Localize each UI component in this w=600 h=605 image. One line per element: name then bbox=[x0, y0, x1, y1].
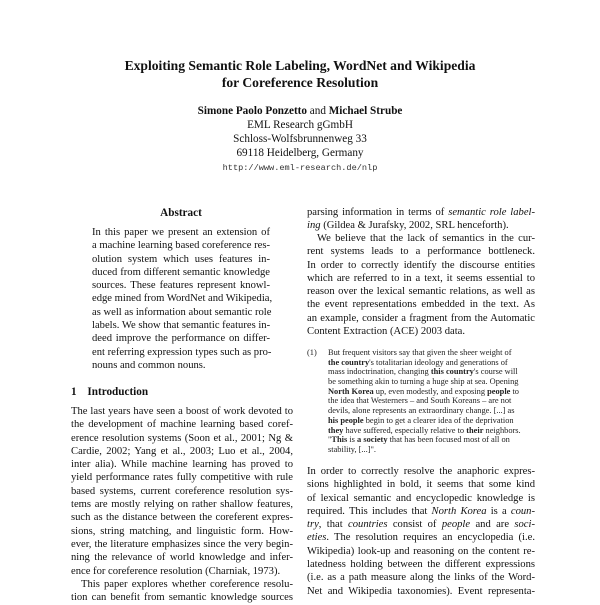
text-line bbox=[328, 426, 538, 436]
bold-text: they bbox=[328, 425, 344, 435]
italic-text: soci- bbox=[514, 519, 535, 531]
text-line bbox=[92, 239, 270, 252]
italic-text: ing bbox=[307, 220, 321, 232]
bold-text: North Korea bbox=[328, 386, 374, 396]
text-segment: The last years have seen a boost of work devoted to bbox=[71, 406, 293, 417]
text-segment: neighbors. bbox=[483, 425, 521, 435]
text-segment: tems are mostly relying on rather shallow features, bbox=[71, 499, 293, 511]
text-line bbox=[71, 511, 293, 524]
text-line bbox=[307, 285, 535, 298]
text-segment: the development of machine learning based coref- bbox=[71, 419, 293, 431]
text-segment: is a bbox=[486, 505, 511, 517]
text-segment: deed improve the performance on differ- bbox=[92, 333, 270, 345]
text-line bbox=[307, 219, 535, 232]
text-line bbox=[307, 492, 535, 505]
text-line bbox=[71, 578, 293, 591]
text-segment: ent referring expression types such as pro- bbox=[92, 346, 272, 358]
text-segment: an example, consider a fragment from the Automatic bbox=[307, 312, 535, 324]
text-segment: mass indoctrination, changing bbox=[328, 367, 431, 377]
bold-text: his people bbox=[328, 415, 364, 425]
bold-text: their bbox=[466, 425, 484, 435]
text-segment: olution system which uses features in- bbox=[92, 253, 270, 265]
text-segment: and are bbox=[470, 519, 515, 531]
text-line bbox=[328, 387, 538, 397]
text-line bbox=[71, 551, 293, 564]
text-line bbox=[92, 253, 270, 266]
text-line bbox=[328, 406, 538, 416]
right-paragraph-continued bbox=[307, 206, 535, 233]
text-line bbox=[71, 471, 293, 484]
section-heading-introduction bbox=[71, 385, 148, 399]
authors bbox=[0, 104, 600, 118]
italic-text: coun- bbox=[510, 505, 536, 517]
text-segment: which are referred to in a text, it seems essential to bbox=[307, 272, 535, 284]
text-segment: labels. We show that semantic features in- bbox=[92, 320, 271, 332]
text-segment: be something akin to turning a huge ship at sea. Opening bbox=[328, 377, 519, 387]
text-line bbox=[328, 358, 538, 368]
text-line bbox=[307, 272, 535, 285]
bold-text: a society bbox=[357, 435, 388, 445]
text-line bbox=[92, 332, 270, 345]
text-segment: . The resolution requires an encyclopedia (i.e. bbox=[326, 532, 535, 544]
text-segment: 's totalitarian ideology and generations of bbox=[369, 357, 508, 367]
author-name: Michael Strube bbox=[328, 105, 403, 117]
text-line bbox=[71, 405, 293, 418]
text-segment: up, even modestly, and exposing bbox=[373, 386, 488, 396]
text-line bbox=[92, 346, 270, 359]
text-segment: the event representations embedded in the text. As bbox=[307, 299, 535, 311]
text-line bbox=[92, 306, 270, 319]
text-segment: have suffered, especially relative to bbox=[343, 425, 467, 435]
italic-text: try bbox=[307, 519, 319, 531]
text-segment: But frequent visitors say that given the sheer weight of bbox=[328, 348, 512, 357]
text-segment: erence resolution systems (Soon et al., 2001; Ng & bbox=[71, 432, 293, 444]
text-segment: nouns and common nouns. bbox=[92, 359, 206, 371]
text-line bbox=[328, 445, 538, 455]
text-line bbox=[307, 259, 535, 272]
affiliation-line: 69118 Heidelberg, Germany bbox=[236, 147, 364, 159]
text-segment: Content Extraction (ACE) 2003 data. bbox=[307, 326, 465, 338]
text-line bbox=[307, 518, 535, 531]
text-segment: duced from different semantic knowledge bbox=[92, 266, 270, 278]
text-segment: (i.e. as a path measure along the links of the Word- bbox=[307, 572, 535, 584]
text-segment: sources. These features represent knowl- bbox=[92, 280, 270, 292]
text-segment: rent systems leads to a performance bottleneck. bbox=[307, 246, 535, 258]
text-segment: ever, the literature emphasizes since the very begin- bbox=[71, 538, 293, 550]
text-segment: of lexical semantic and encyclopedic knowledge is bbox=[307, 492, 535, 504]
text-segment: (Gildea & Jurafsky, 2002, SRL henceforth). bbox=[320, 220, 509, 232]
author-name: Simone Paolo Ponzetto bbox=[197, 105, 307, 117]
italic-text: countries bbox=[348, 519, 388, 531]
bold-text: the country bbox=[328, 357, 370, 367]
text-line bbox=[307, 206, 535, 219]
text-line bbox=[307, 558, 535, 571]
text-line bbox=[328, 416, 538, 426]
text-line bbox=[71, 485, 293, 498]
text-line bbox=[92, 292, 273, 305]
paper-title bbox=[0, 57, 600, 91]
text-line bbox=[92, 266, 270, 279]
text-segment: Wikipedia) look-up and reasoning on the content re- bbox=[307, 545, 535, 557]
text-segment: tion can benefit from semantic knowledge sources bbox=[71, 592, 293, 604]
text-segment: as well as information about semantic role bbox=[92, 306, 272, 318]
abstract-body bbox=[92, 226, 273, 372]
italic-text: people bbox=[441, 519, 471, 531]
text-segment: sions, string matching, and linguistic form. How- bbox=[71, 525, 293, 537]
text-segment: ning the relevance of world knowledge and infer- bbox=[71, 552, 293, 564]
text-segment: consist of bbox=[387, 519, 442, 531]
text-line bbox=[307, 325, 535, 338]
text-line bbox=[71, 418, 293, 431]
text-segment: Cardie, 2002; Yang et al., 2003; Luo et al., 2004, bbox=[71, 445, 293, 457]
text-segment: such as the distance between the coreferent expres- bbox=[71, 512, 293, 524]
italic-text: semantic role label- bbox=[448, 207, 535, 218]
text-line bbox=[328, 377, 538, 387]
text-segment: based systems, current coreference resolution sys- bbox=[71, 485, 293, 497]
text-line bbox=[92, 279, 270, 292]
text-line bbox=[307, 505, 535, 518]
text-line bbox=[92, 319, 270, 332]
text-segment: latedness holding between the different expressions bbox=[307, 559, 535, 571]
text-line bbox=[307, 531, 535, 544]
text-segment: stability, [...]". bbox=[328, 444, 376, 454]
affiliation-line: EML Research gGmbH bbox=[247, 119, 353, 131]
text-segment: reason over the lexical semantic relations, as well as bbox=[307, 286, 535, 298]
text-segment: " bbox=[328, 435, 332, 445]
text-line bbox=[307, 571, 535, 584]
text-segment: In order to correctly resolve the anaphoric expres- bbox=[307, 466, 535, 477]
bold-text: people bbox=[487, 386, 511, 396]
right-paragraph-believe bbox=[307, 232, 535, 338]
text-segment: In order to correctly identify the discourse entities bbox=[307, 259, 535, 271]
text-segment: required. This includes that bbox=[307, 505, 432, 517]
title-line: for Coreference Resolution bbox=[221, 75, 379, 90]
text-segment: parsing information in terms of bbox=[307, 207, 449, 218]
text-line bbox=[92, 226, 270, 239]
section-number: 1 bbox=[71, 386, 77, 398]
intro-paragraph-2 bbox=[71, 578, 293, 605]
text-line bbox=[307, 245, 535, 258]
text-segment: , that bbox=[318, 519, 349, 531]
affiliation-line: Schloss-Wolfsbrunnenweg 33 bbox=[233, 133, 367, 145]
text-line bbox=[307, 298, 535, 311]
text-line bbox=[307, 585, 535, 598]
intro-paragraph-1 bbox=[71, 405, 293, 578]
text-line bbox=[71, 458, 293, 471]
text-segment: a machine learning based coreference res- bbox=[92, 240, 270, 252]
text-segment: ence for coreference resolution (Charniak, 1973). bbox=[71, 565, 281, 577]
text-line bbox=[71, 591, 293, 604]
text-line bbox=[328, 396, 538, 406]
section-title: Introduction bbox=[87, 386, 149, 398]
text-segment: 's course will bbox=[473, 367, 518, 377]
text-line bbox=[71, 498, 293, 511]
text-line bbox=[307, 478, 535, 491]
text-segment: sions highlighted in bold, it seems that some kind bbox=[307, 479, 535, 491]
bold-text: This bbox=[331, 435, 348, 445]
text-segment: Net and Wikipedia taxonomies). Event representa- bbox=[307, 585, 535, 597]
text-line bbox=[307, 312, 535, 325]
text-segment: In this paper we present an extension of bbox=[92, 227, 270, 238]
text-line bbox=[328, 367, 538, 377]
text-segment: This paper explores whether coreference resolu- bbox=[81, 579, 293, 590]
italic-text: eties bbox=[307, 532, 327, 544]
text-segment: yield performance rates fully competitive with rule bbox=[71, 472, 293, 484]
text-segment: to bbox=[510, 386, 519, 396]
italic-text: North Korea bbox=[431, 505, 487, 517]
right-paragraph-resolve bbox=[307, 465, 535, 598]
example-label: (1) bbox=[307, 348, 317, 357]
example-1 bbox=[328, 348, 538, 455]
author-url[interactable]: http://www.eml-research.de/nlp bbox=[222, 163, 378, 173]
text-line bbox=[328, 435, 538, 445]
text-line bbox=[92, 359, 270, 372]
text-segment: begin to get a clearer idea of the deprivation bbox=[363, 415, 514, 425]
text-line bbox=[71, 432, 293, 445]
text-segment: We believe that the lack of semantics in the cur- bbox=[317, 233, 535, 244]
text-line bbox=[71, 538, 293, 551]
text-segment: is bbox=[347, 435, 358, 445]
abstract-heading: Abstract bbox=[160, 207, 202, 219]
text-line bbox=[71, 565, 293, 578]
author-conjunction: and bbox=[309, 105, 326, 117]
text-line bbox=[307, 465, 535, 478]
title-line: Exploiting Semantic Role Labeling, WordNet and Wikipedia bbox=[124, 58, 476, 73]
text-line bbox=[71, 445, 293, 458]
text-segment: that has been focused most of all on bbox=[387, 435, 510, 445]
text-line bbox=[307, 545, 535, 558]
text-line bbox=[328, 348, 538, 358]
text-segment: inter alia). While machine learning has proved to bbox=[71, 459, 293, 471]
text-segment: edge mined from WordNet and Wikipedia, bbox=[92, 293, 273, 305]
text-line bbox=[307, 232, 535, 245]
text-segment: devils, alone represents an extraordinary change. [...] as bbox=[328, 406, 515, 416]
text-segment: the idea that Westerners – and South Koreans – are not bbox=[328, 396, 512, 406]
text-line bbox=[71, 525, 293, 538]
bold-text: this country bbox=[430, 367, 474, 377]
